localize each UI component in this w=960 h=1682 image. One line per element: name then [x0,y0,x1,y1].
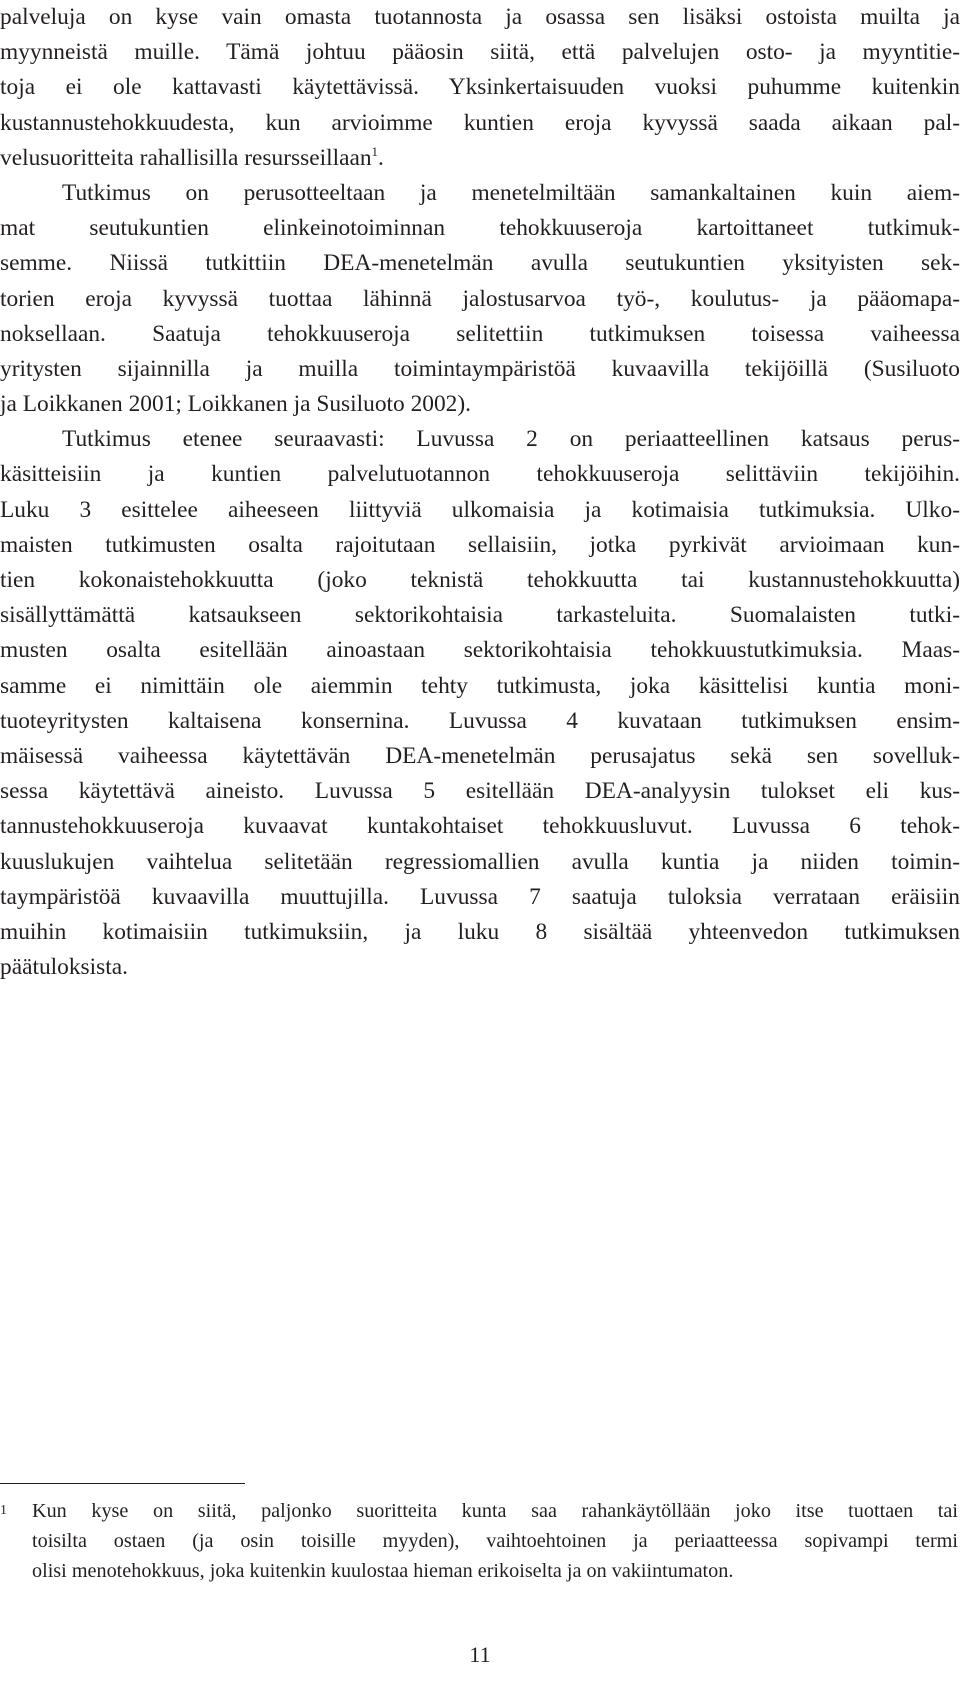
text-line: tannustehokkuuseroja kuvaavat kuntakohtaiset tehokkuusluvut. Luvussa 6 tehok- [0,813,960,840]
text-line: sisällyttämättä katsaukseen sektorikohtaisia tarkasteluita. Suomalaisten tutki- [0,602,960,629]
text-line: päätuloksista. [0,954,128,981]
text-line: maisten tutkimusten osalta rajoitutaan sellaisiin, jotka pyrkivät arvioimaan kun- [0,531,960,558]
text-line: kuuslukujen vaihtelua selitetään regressiomallien avulla kuntia ja niiden toimin- [0,848,960,875]
footnote-text [32,1496,958,1586]
text-line: toja ei ole kattavasti käytettävissä. Yksinkertaisuuden vuoksi puhumme kuitenkin [0,74,960,101]
text-line: yritysten sijainnilla ja muilla toimintaympäristöä kuvaavilla tekijöillä (Susiluoto [0,355,960,382]
text-line: mat seutukuntien elinkeinotoiminnan tehokkuuseroja kartoittaneet tutkimuk- [0,215,960,242]
text-line: noksellaan. Saatuja tehokkuuseroja selitettiin tutkimuksen toisessa vaiheessa [0,320,960,347]
text-line: sessa käytettävä aineisto. Luvussa 5 esitellään DEA-analyysin tulokset eli kus- [0,778,960,805]
text-line: torien eroja kyvyssä tuottaa lähinnä jalostusarvoa työ-, koulutus- ja pääomapa- [0,285,960,312]
text-line: musten osalta esitellään ainoastaan sektorikohtaisia tehokkuustutkimuksia. Maas- [0,637,960,664]
text-line: Tutkimus etenee seuraavasti: Luvussa 2 on periaatteellinen katsaus perus- [62,426,960,453]
text-line: mäisessä vaiheessa käytettävän DEA-menetelmän perusajatus sekä sen sovelluk- [0,742,960,769]
text-line-content: velusuoritteita rahallisilla resursseillaan [0,144,372,171]
footnote-line: toisilta ostaen (ja osin toisille myyden), vaihtoehtoinen ja periaatteessa sopivampi termi [32,1530,958,1552]
sentence-end: . [378,144,384,171]
footnote-line: olisi menotehokkuus, joka kuitenkin kuulostaa hieman erikoiselta ja on vakiintumaton. [32,1560,734,1582]
footnote-reference[interactable]: 1 [371,143,379,159]
text-line: samme ei nimittäin ole aiemmin tehty tutkimusta, joka käsittelisi kuntia moni- [0,672,960,699]
page-number: 11 [469,1642,491,1667]
footnote-separator [0,1483,245,1484]
text-line: ja Loikkanen 2001; Loikkanen ja Susiluoto 2002). [0,391,471,418]
paragraph-3 [0,422,960,985]
text-line: taympäristöä kuvaavilla muuttujilla. Luvussa 7 saatuja tuloksia verrataan eräisiin [0,883,960,910]
text-line: muihin kotimaisiin tutkimuksiin, ja luku 8 sisältää yhteenvedon tutkimuksen [0,918,960,945]
text-line: myynneistä muille. Tämä johtuu pääosin siitä, että palvelujen osto- ja myyntitie- [0,39,960,66]
text-line [0,141,960,176]
text-line: käsitteisiin ja kuntien palvelutuotannon tehokkuuseroja selittäviin tekijöihin. [0,461,960,488]
text-line: semme. Niissä tutkittiin DEA-menetelmän avulla seutukuntien yksityisten sek- [0,250,960,277]
paragraph-1 [0,0,960,176]
footnote-mark: 1 [0,1503,7,1518]
text-line: palveluja on kyse vain omasta tuotannosta ja osassa sen lisäksi ostoista muilta ja [0,4,960,30]
text-line: Tutkimus on perusotteeltaan ja menetelmiltään samankaltainen kuin aiem- [62,179,960,206]
footnote-line: Kun kyse on siitä, paljonko suoritteita kunta saa rahankäytöllään joko itse tuottaen tai [32,1500,958,1522]
text-line: Luku 3 esittelee aiheeseen liittyviä ulkomaisia ja kotimaisia tutkimuksia. Ulko- [0,496,960,523]
paragraph-2 [0,176,960,422]
text-line: tien kokonaistehokkuutta (joko teknistä tehokkuutta tai kustannustehokkuutta) [0,567,960,593]
text-line: tuoteyritysten kaltaisena konsernina. Luvussa 4 kuvataan tutkimuksen ensim- [0,707,960,734]
text-line: kustannustehokkuudesta, kun arvioimme kuntien eroja kyvyssä saada aikaan pal- [0,109,960,136]
